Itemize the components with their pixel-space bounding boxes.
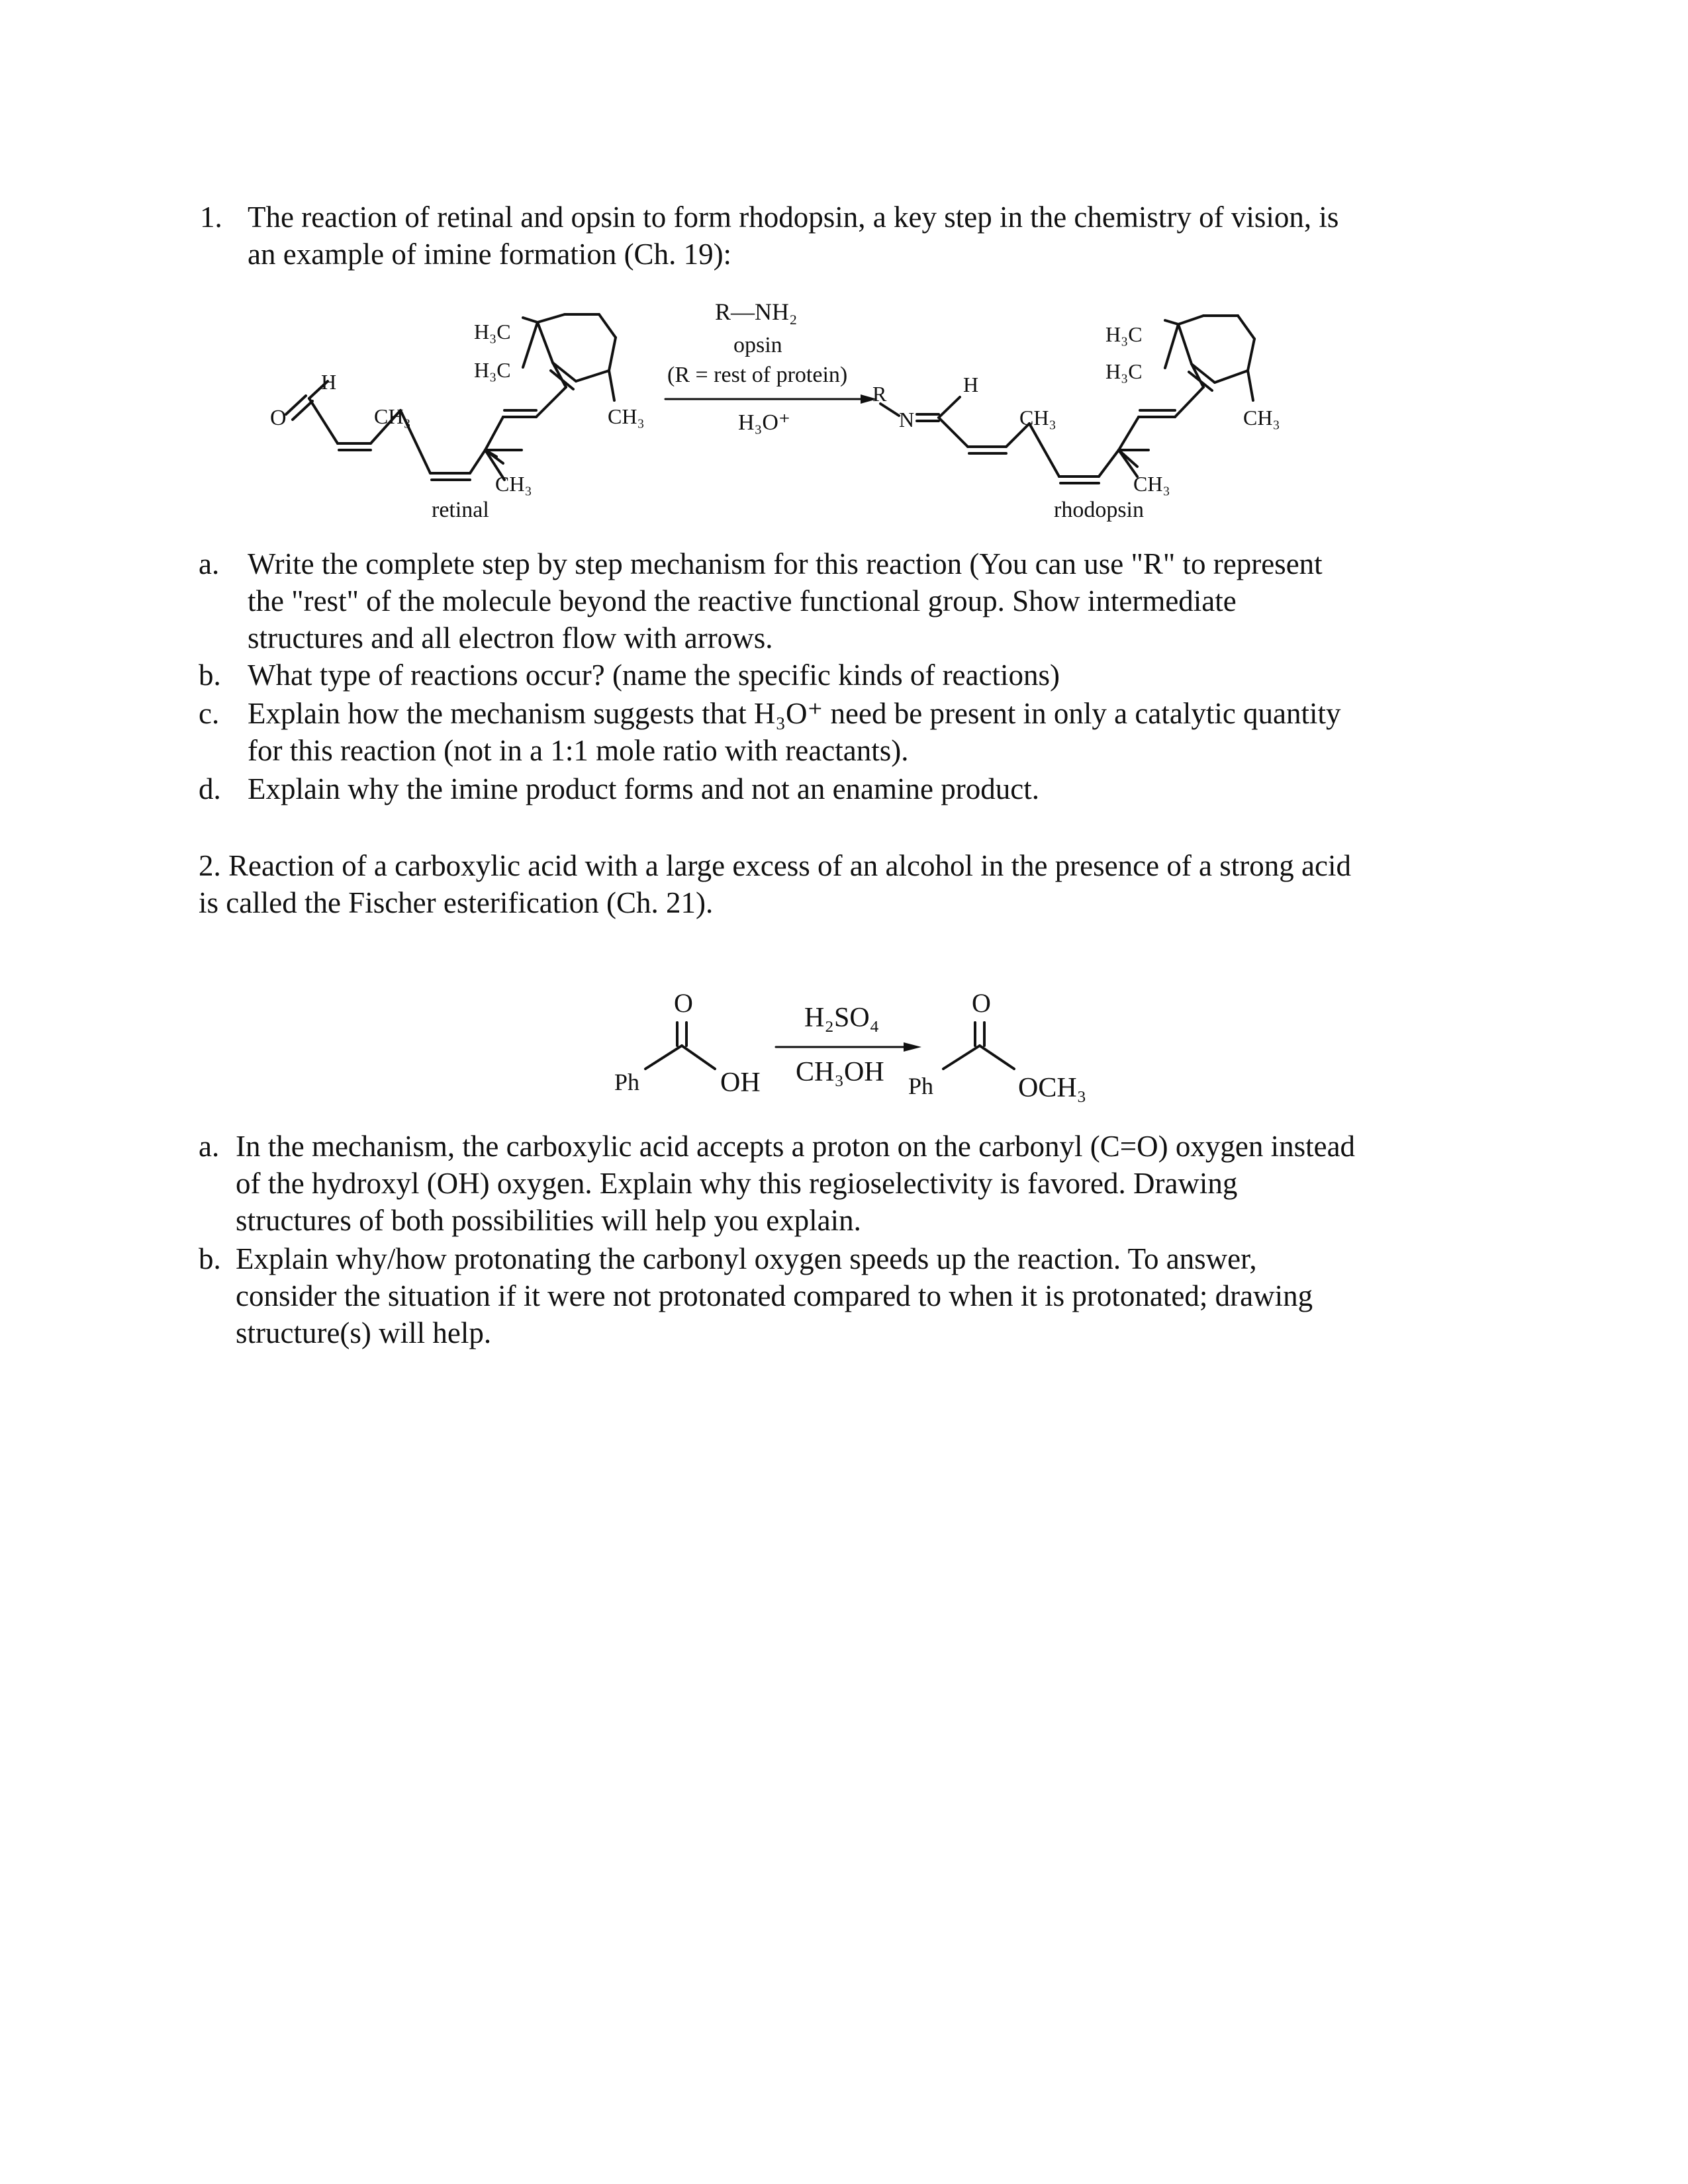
retinal-H: H — [321, 370, 337, 394]
retinal-CH3-chain: CH₃ — [495, 472, 532, 496]
reagent-methanol: CH₃OH — [796, 1057, 884, 1087]
acid-carbonyl-O: O — [674, 988, 693, 1018]
q1-number: 1. — [200, 201, 222, 234]
q2-part-a-letter: a. — [199, 1130, 220, 1163]
reagent-r-definition: (R = rest of protein) — [667, 363, 848, 387]
retinal-label: retinal — [432, 498, 489, 522]
q1-part-c-line-2: for this reaction (not in a 1:1 mole ratio with reactants). — [248, 734, 909, 767]
q1-part-c-letter: c. — [199, 697, 220, 730]
rhodopsin-H3C-bottom: H₃C — [1105, 359, 1143, 383]
reagent-sulfuric-acid: H₂SO₄ — [804, 1003, 880, 1033]
retinal-structure — [286, 314, 616, 480]
q2-part-a-line-2: of the hydroxyl (OH) oxygen. Explain why this regioselectivity is favored. Drawing — [236, 1167, 1238, 1200]
retinal-H3C-bottom: H₃C — [474, 358, 511, 382]
q1-part-d-line-1: Explain why the imine product forms and not an enamine product. — [248, 772, 1039, 805]
rhodopsin-structure — [880, 316, 1254, 483]
q2-part-a-line-1: In the mechanism, the carboxylic acid accepts a proton on the carbonyl (C=O) oxygen instead — [236, 1130, 1356, 1163]
q1-part-c-line-1: Explain how the mechanism suggests that H₃O⁺ need be present in only a catalytic quantity — [248, 697, 1341, 730]
q1-part-a-line-2: the "rest" of the molecule beyond the reactive functional group. Show intermediate — [248, 584, 1237, 617]
reagent-hydronium: H₃O⁺ — [738, 410, 790, 435]
retinal-H3C-top: H₃C — [474, 320, 511, 343]
reagent-opsin: opsin — [733, 333, 782, 357]
rhodopsin-label: rhodopsin — [1054, 498, 1144, 522]
rhodopsin-H3C-top: H₃C — [1105, 322, 1143, 346]
rhodopsin-H: H — [963, 373, 979, 396]
q1-intro-line-1: The reaction of retinal and opsin to form rhodopsin, a key step in the chemistry of vision, is — [248, 201, 1339, 234]
acid-Ph: Ph — [614, 1069, 640, 1095]
ester-carbonyl-O: O — [972, 988, 991, 1018]
q2-part-b-letter: b. — [199, 1242, 221, 1275]
q2-part-b-line-1: Explain why/how protonating the carbonyl oxygen speeds up the reaction. To answer, — [236, 1242, 1257, 1275]
q1-part-a-line-3: structures and all electron flow with arrows. — [248, 621, 773, 655]
retinal-O: O — [270, 406, 287, 430]
rhodopsin-CH3-ring: CH₃ — [1243, 406, 1280, 430]
q2-intro-line-2: is called the Fischer esterification (Ch. 21). — [199, 886, 714, 919]
reagent-amine: R—NH₂ — [715, 298, 798, 325]
q1-part-d-letter: d. — [199, 772, 221, 805]
q2-intro-line-1: 2. Reaction of a carboxylic acid with a large excess of an alcohol in the presence of a strong acid — [199, 849, 1351, 882]
q1-intro-line-2: an example of imine formation (Ch. 19): — [248, 238, 732, 271]
rhodopsin-N: N — [899, 408, 915, 432]
q2-part-b-line-2: consider the situation if it were not protonated compared to when it is protonated; drawing — [236, 1279, 1313, 1312]
q1-part-b-line-1: What type of reactions occur? (name the specific kinds of reactions) — [248, 659, 1060, 692]
q1-part-a-letter: a. — [199, 547, 220, 580]
rhodopsin-R: R — [872, 382, 887, 406]
q2-part-b-line-3: structure(s) will help. — [236, 1316, 492, 1349]
acid-OH: OH — [720, 1068, 761, 1098]
q1-part-b-letter: b. — [199, 659, 221, 692]
ester-Ph: Ph — [908, 1073, 934, 1099]
ester-OCH3: OCH₃ — [1018, 1073, 1087, 1103]
rhodopsin-CH3-chain: CH₃ — [1133, 472, 1170, 496]
q2-part-a-line-3: structures of both possibilities will help you explain. — [236, 1204, 861, 1237]
rhodopsin-CH3-a: CH₃ — [1019, 406, 1056, 430]
q1-part-a-line-1: Write the complete step by step mechanism for this reaction (You can use "R" to represent — [248, 547, 1323, 580]
retinal-CH3-a: CH₃ — [374, 404, 411, 428]
retinal-CH3-ring: CH₃ — [608, 404, 645, 428]
